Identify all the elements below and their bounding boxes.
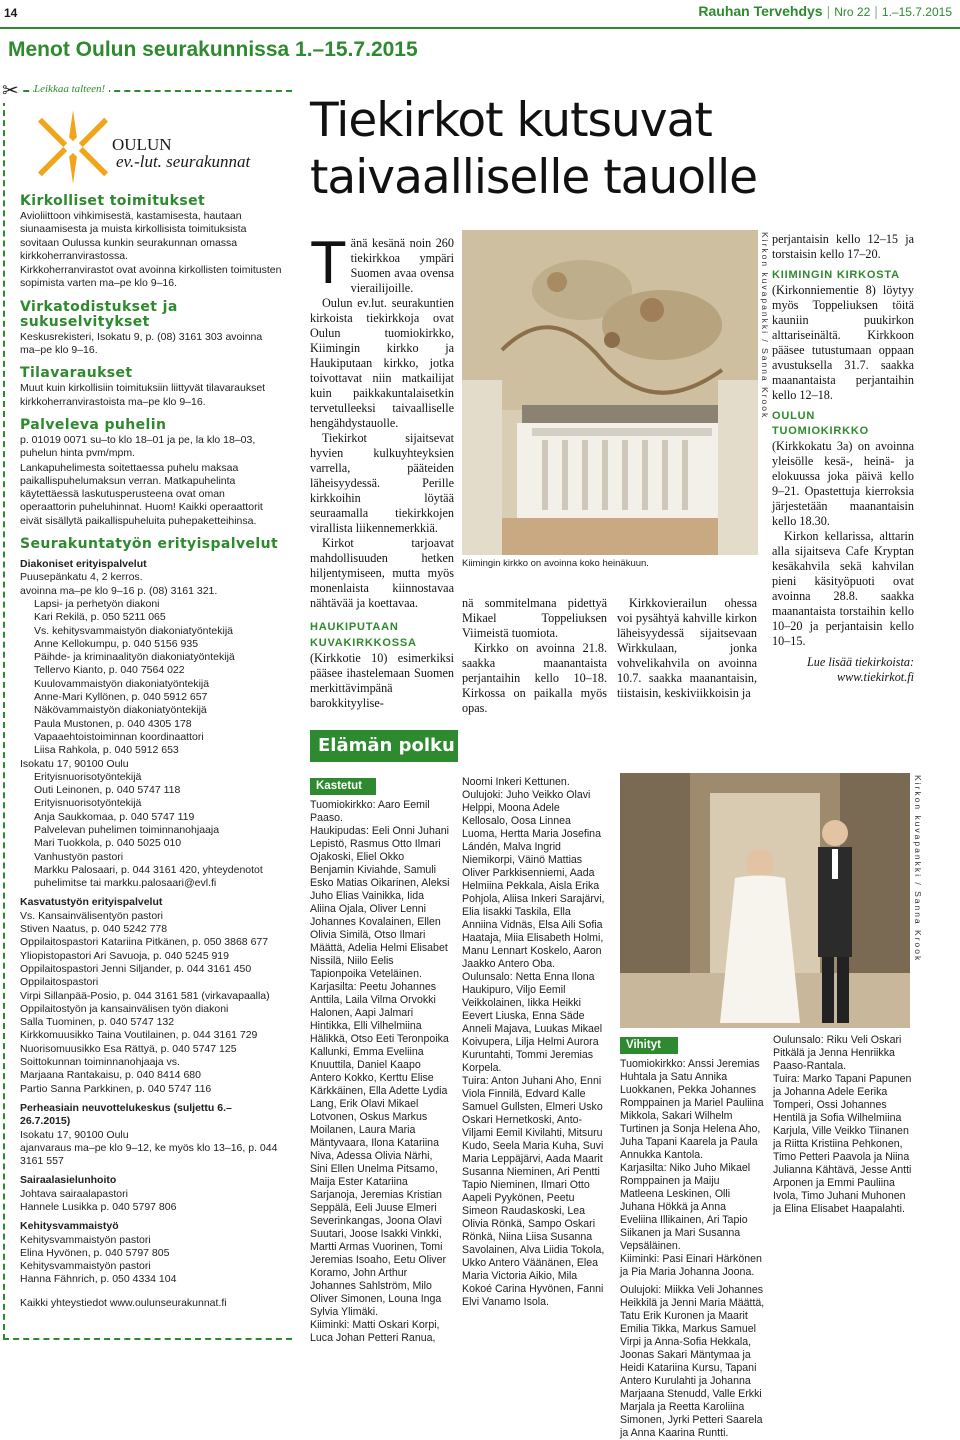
contact-line: Marjaana Rantakaisu, p. 040 8414 680 (20, 1069, 201, 1082)
contact-line: Palvelevan puhelimen toiminnanohjaaja (34, 823, 220, 836)
logo-text (112, 136, 250, 170)
article-paragraph: Kirkkovierailun ohessa voi pysähtyä kahville kirkon läheisyydessä sijaitsevaan Wirkkulaan, jonka vohvelikahvila on avoinna 10.7. saakka maanantaisin, tiistaisin, keskiviikkoisin ja (617, 596, 757, 700)
header-rule (0, 27, 960, 29)
contact-line: Hannele Lusikka p. 040 5797 806 (20, 1201, 177, 1213)
contact-line: Oppilaitospastori (20, 976, 99, 989)
subheading-kasvatustyo: Kasvatustyön erityispalvelut (20, 896, 163, 909)
contact-line: Lapsi- ja perhetyön diakoni (34, 597, 160, 610)
contact-line: Outi Leinonen, p. 040 5747 118 (34, 784, 181, 797)
contact-line: Näkövammaistyön diakoniatyöntekijä (34, 704, 207, 717)
entry: Haukipudas: Eeli Onni Juhani Lepistö, Rasmus Otto Ilmari Ojakoski, Eliel Okko Benjamin Kiviahde, Samuli Esko Matias Oikarinen, Aleksi Juho Elias Vainikka, Iida Aliina Ojala, Oliver Lenni Johannes Kovalainen, Ellen Olivia Similä, Otso Ilmari Määttä, Adelia Helmi Elisabet Nissilä, Niilo Eelis Tapionpoika Veteläinen. (310, 825, 450, 980)
contact-line: ajanvaraus ma–pe klo 9–12, ke myös klo 13–16, p. 044 3161 557 (20, 1141, 278, 1168)
article-intro: änä kesänä noin 260 tiekirkkoa ympäri Suomen avaa ovensa vierailijoille. (350, 236, 454, 295)
text-kirkolliset-1: Avioliittoon vihkimisestä, kastamisesta, hautaan siunaamisesta ja muista kirkollisista toimituksista sovitaan Oulussa kunkin seurakunnan omassa kirkkoherranvirastossa. (20, 210, 247, 262)
contact-line: avoinna ma–pe klo 9–16 p. (08) 3161 321. (20, 584, 218, 597)
heading-kirkolliset: Kirkolliset toimitukset (20, 193, 206, 209)
church-interior-photo (462, 230, 758, 555)
contact-line: Virpi Sillanpää-Posio, p. 044 3161 581 (virkavapaalla) (20, 989, 270, 1002)
text-kirkolliset-2: Kirkkoherranvirastot ovat avoinna kirkollisten toimitusten sopimista varten ma–pe klo 9–16. (20, 264, 282, 290)
subheading-sairaala: Sairaalasielunhoito (20, 1174, 117, 1187)
contact-line: Kehitysvammaistyön pastori (20, 1233, 151, 1246)
article-paragraph: Kirkko on avoinna 21.8. saakka maanantaista perjantaihin kello 10–18. Kirkossa on paikalla myös opas. (462, 641, 607, 715)
article-paragraph: Kirkon kellarissa, alttarin alla sijaitseva Cafe Kryptan kesäkahvila sekä kahvilan pieni käsityöpuoti ovat avoinna 28.8. saakka maanantaista torstaihin kello 10–20 ja perjantaisin kello 10–15. (772, 529, 914, 648)
article-column-2 (462, 596, 607, 716)
left-column (20, 194, 282, 1310)
contact-line: Elina Hyvönen, p. 040 5797 805 (20, 1246, 170, 1259)
subheading-diakoniset: Diakoniset erityispalvelut (20, 558, 147, 571)
contacts-footer: Kaikki yhteystiedot www.oulunseurakunnat.fi (20, 1296, 227, 1309)
contact-line: Liisa Rahkola, p. 040 5912 653 (34, 744, 179, 757)
paper-name: Rauhan Tervehdys (698, 3, 823, 19)
wedding-photo (620, 773, 910, 1028)
contact-line: Anne Kellokumpu, p. 040 5156 935 (34, 637, 199, 650)
article-paragraph: (Kirkkokatu 3a) on avoinna yleisölle kesä-, heinä- ja elokuussa joka päivä kello 9–21. Opastettuja kierroksia järjestetään maanantaisin kello 18.30. (772, 439, 914, 528)
contact-line: Soittokunnan toiminnanohjaaja vs. (20, 1056, 180, 1069)
article-paragraph: Tiekirkot sijaitsevat hyvien kulkuyhteyksien varrella, pääteiden läheisyydessä. Perille kirkkoihin löytää seuraamalla tiekirkkojen virallista liikennemerkkiä. (310, 431, 454, 535)
contact-line: Johtava sairaalapastori (20, 1187, 128, 1200)
article-column-1 (310, 229, 454, 711)
vihityt-column-1 (620, 1037, 765, 1279)
contact-line: Isokatu 17, 90100 Oulu (20, 757, 129, 770)
entry: Tuomiokirkko: Anssi Jeremias Huhtala ja Satu Annika Luokkanen, Pekka Johannes Romppainen ja Mariel Pauliina Mikkola, Sakari Wilhelm Turtinen ja Sonja Helena Aho, Juha Tapani Kaarela ja Paula Annukka Kantola. (620, 1058, 764, 1161)
contact-line: Partio Sanna Parkkinen, p. 040 5747 116 (20, 1082, 212, 1095)
article-headline: Tiekirkot kutsuvat taivaalliselle tauolle (310, 93, 758, 205)
entry: Tuira: Anton Juhani Aho, Enni Viola Finnilä, Edvard Kalle Samuel Gullsten, Elmeri Usko Oskari Hernetkoski, Anto-Viljami Eemil Kivilahti, Mitsuru Kudo, Seela Maria Kuha, Suvi Maria Leppäjärvi, Aada Maarit Susanna Nieminen, Ari Pentti Tapio Nieminen, Ilmari Otto Aapeli Pyykönen, Peetu Simeon Raudaskoski, Lea Olivia Rönkä, Sampo Oskari Rönkä, Niina Liisa Susanna Savolainen, Alva Liidia Tokola, Ukko Antero Väänänen, Elea Maria Victoria Aikio, Mila Kokoé Carina Hyvönen, Fanni Elvi Vanamo Isola. (462, 1075, 605, 1308)
contact-line: Vs. kehitysvammaistyön diakoniatyöntekijä (34, 624, 234, 637)
entry: Oulujoki: Miikka Veli Johannes Heikkilä ja Jenni Maria Määttä, Tatu Erik Kuronen ja Maarit Emilia Tikka, Markus Samuel Virpi ja Anna-Sofia Hekkala, Joonas Sakari Mäntymaa ja Heidi Katariina Kursu, Tapani Antero Kurulahti ja Johanna Marjaana Stenudd, Valle Erkki Marjala ja Reetta Karoliina Simonen, Jyrki Petteri Saarela ja Anna Kaarina Runtti. (620, 1284, 765, 1439)
entry: Oulujoki: Juho Veikko Olavi Helppi, Moona Adele Kellosalo, Oosa Linnea Luoma, Hertta Maria Josefina Lándén, Malva Ingrid Niemikorpi, Väinö Mattias Oliver Parkkisenniemi, Aada Helmiina Pekkala, Aisla Erika Pohjola, Aliisa Inkeri Sarajärvi, Elia Iisakki Taskila, Ella Anniina Vidnäs, Elsa Aili Sofia Haataja, Miia Elisabeth Holmi, Manu Lennart Koskelo, Aaron Jaakko Antero Oba. (462, 789, 605, 970)
entry: Karjasilta: Niko Juho Mikael Romppainen ja Maiju Matleena Leskinen, Olli Juhana Hökkä ja Anna Eveliina Illikainen, Ari Tapio Siikanen ja Mari Susanna Vepsäläinen. (620, 1162, 751, 1252)
subheading-kehitysvammaistyo: Kehitysvammaistyö (20, 1220, 119, 1233)
logo-line1: OULUN (112, 135, 172, 154)
contact-line: Nuorisomuusikko Esa Rättyä, p. 040 5747 125 (20, 1042, 237, 1055)
text-puhelin-2: Lankapuhelimesta soitettaessa puhelu maksaa paikallispuhelumaksun verran. Matkapuhelinta käytettäessä laskutusperusteena ovat oman operaattorin puheluhinnat. Huom! Kaikki operaattorit eivät sisällytä paikallispuheluita puhepaketteihinsa. (20, 461, 263, 527)
contact-line: Oppilaitostyön ja kansainvälisen työn diakoni (20, 1002, 229, 1015)
issue-date: 1.–15.7.2015 (881, 5, 952, 19)
entry: Oulunsalo: Riku Veli Oskari Pitkälä ja Jenna Henriikka Paaso-Rantala. (773, 1034, 902, 1072)
contact-line: Erityisnuorisotyöntekijä (34, 797, 142, 810)
contact-line: Kehitysvammaistyön pastori (20, 1260, 151, 1273)
contact-line: Stiven Naatus, p. 040 5242 778 (20, 923, 168, 936)
read-more-label: Lue lisää tiekirkoista: (807, 655, 914, 669)
entry: Kiiminki: Pasi Einari Härkönen ja Pia Maria Johanna Joona. (620, 1253, 762, 1278)
issue-number: Nro 22 (834, 5, 871, 19)
church-photo-credit: Kirkon kuvapankki / Sanna Krook (760, 232, 770, 420)
contact-line: Salla Tuominen, p. 040 5747 132 (20, 1016, 175, 1029)
article-paragraph: perjantaisin kello 12–15 ja torstaisin kello 17–20. (772, 232, 914, 261)
kastetut-column-2 (462, 776, 607, 1309)
section-title: Menot Oulun seurakunnissa 1.–15.7.2015 (8, 38, 418, 61)
clip-note: Leikkaa talteen! (34, 83, 109, 95)
heading-palveleva-puhelin: Palveleva puhelin (20, 416, 167, 433)
entry: Kiiminki: Matti Oskari Korpi, Luca Johan Petteri Ranua, (310, 1319, 440, 1344)
page-number: 14 (4, 6, 18, 20)
contact-line: Vs. Kansainvälisentyön pastori (20, 909, 163, 922)
wedding-photo-credit: Kirkon kuvapankki / Sanna Krook (913, 775, 923, 963)
subhead-kiimingin: KIIMINGIN KIRKOSTA (772, 269, 900, 281)
parish-logo (34, 108, 112, 186)
contact-line: Paula Mustonen, p. 040 4305 178 (34, 717, 192, 730)
article-column-4 (772, 232, 914, 685)
contact-line: Vanhustyön pastori (34, 850, 124, 863)
text-puhelin-1: p. 01019 0071 su–to klo 18–01 ja pe, la klo 18–03, puhelun hinta pvm/mpm. (20, 433, 256, 460)
contact-line: Anne-Mari Kyllönen, p. 040 5912 657 (34, 691, 208, 704)
article-paragraph: nä sommitelmana pidettyä Mikael Toppeliuksen Viimeistä tuomiota. (462, 596, 607, 640)
entry: Noomi Inkeri Kettunen. (462, 776, 570, 788)
contact-line: Vapaaehtoistoiminnan koordinaattori (34, 730, 204, 743)
drop-cap: T (310, 229, 347, 296)
contact-line: Puusepänkatu 4, 2 kerros. (20, 571, 143, 584)
subheading-perheasiain: Perheasiain neuvottelukeskus (suljettu 6.–26.7.2015) (20, 1101, 232, 1128)
contact-line: Isokatu 17, 90100 Oulu (20, 1128, 129, 1141)
subhead-haukiputaan: HAUKIPUTAAN KUVAKIRKKOSSA (310, 621, 417, 649)
masthead: Rauhan Tervehdys | Nro 22 | 1.–15.7.2015 (698, 3, 952, 19)
logo-line2: ev.-lut. seurakunnat (116, 152, 251, 171)
read-more-link[interactable]: www.tiekirkot.fi (837, 670, 914, 684)
entry: Tuira: Marko Tapani Papunen ja Johanna Adele Eerika Tomperi, Ossi Johannes Hentilä ja Sofia Wilhelmiina Karjula, Ville Veikko Tiinanen ja Riitta Kristiina Pehkonen, Timo Petteri Paavola ja Niina Julianna Kähtävä, Jesse Antti Arponen ja Emmi Pauliina Ivola, Timo Juhani Muhonen ja Elina Elisabet Haapalahti. (773, 1073, 912, 1215)
kastetut-label: Kastetut (310, 778, 376, 795)
contact-line: Erityisnuorisotyöntekijä (34, 770, 142, 783)
text-virkatodistukset: Keskusrekisteri, Isokatu 9, p. (08) 3161 303 avoinna ma–pe klo 9–16. (20, 330, 263, 357)
article-paragraph: (Kirkkotie 10) esimerkiksi pääsee ihastelemaan Suomen merkittävimpänä barokkityylise- (310, 651, 454, 710)
contact-line: Päihde- ja kriminaalityön diakoniatyöntekijä (34, 651, 235, 664)
contact-line: Oppilaitospastori Jenni Siljander, p. 044 3161 450 (20, 962, 252, 975)
contact-line: Mari Tuokkola, p. 040 5025 010 (34, 837, 182, 850)
contact-line: Yliopistopastori Ari Savuoja, p. 040 5245 919 (20, 949, 229, 962)
contact-line: Oppilaitospastori Katariina Pitkänen, p. 050 3868 677 (20, 936, 269, 949)
contact-line: Kirkkomuusikko Taina Voutilainen, p. 044 3161 729 (20, 1029, 258, 1042)
contact-line: Anja Saukkomaa, p. 040 5747 119 (34, 810, 195, 823)
text-tilavaraukset: Muut kuin kirkollisiin toimituksiin liittyvät tilavaraukset kirkkoherranvirastoista ma–pe klo 9–16. (20, 382, 266, 408)
vihityt-column-2 (773, 1034, 913, 1216)
article-paragraph: Kirkot tarjoavat mahdollisuuden hetken hiljentymiseen, mutta myös monenlaista kiinnostavaa nähtävää ja koettavaa. (310, 536, 454, 610)
vihityt-label: Vihityt (620, 1037, 678, 1054)
article-paragraph: (Kirkonniementie 8) löytyy myös Toppeliuksen töitä kauniin puukirkon alttariseinältä. Kirkkoon pääsee tutustumaan oppaan avustuksella 31.7. saakka maanantaista perjantaihin kello 12–18. (772, 283, 914, 402)
subhead-tuomiokirkko: OULUN TUOMIOKIRKKO (772, 410, 869, 437)
vihityt-column-1b (620, 1284, 765, 1439)
contact-line: Kuulovammaistyön diakoniatyöntekijä (34, 677, 210, 690)
contact-line: Markku Palosaari, p. 044 3161 420, yhteydenotot puhelimitse tai markku.palosaari@evl.fi (34, 863, 263, 890)
entry: Karjasilta: Peetu Johannes Anttila, Laila Vilma Orvokki Halonen, Aapi Jalmari Hintikka, Elli Vilhelmiina Hälikkä, Otso Eeti Teronpoika Kallunki, Emma Eveliina Knuuttila, Daniel Kaapo Antero Kokko, Kerttu Elise Kärkkäinen, Ella Adette Lydia Lang, Erik Olavi Mikael Lotvonen, Oskus Markus Moilanen, Laura Maria Mäntyvaara, Ilona Katariina Niva, Adessa Olivia Närhi, Sini Ellen Unelma Pitsamo, Maija Ester Katariina Sarjanoja, Jeremias Kristian Seppälä, Eeli Juuse Elmeri Severinkangas, Joona Olavi Suutari, Joose Isakki Vinkki, Martti Armas Vuorinen, Tomi Jeremias Isoaho, Eetu Oliver Koramo, John Arthur Johannes Sahlström, Milo Oliver Simonen, Louna Inga Sylvia Ylimäki. (310, 981, 449, 1318)
heading-tilavaraukset: Tilavaraukset (20, 365, 133, 382)
heading-virkatodistukset: Virkatodistukset ja sukuselvitykset (20, 298, 178, 330)
scissors-icon: ✂ (2, 80, 19, 102)
entry: Oulunsalo: Netta Enna Ilona Haukipuro, Viljo Eemil Veikkolainen, Iikka Heikki Eevert Liuska, Enna Säde Anneli Majava, Luukas Mikael Koivupera, Lilja Helmi Aurora Kuruntahti, Tommi Jeremias Korpela. (462, 971, 603, 1074)
church-photo-caption: Kiimingin kirkko on avoinna koko heinäkuun. (462, 558, 649, 569)
contact-line: Kari Rekilä, p. 050 5211 065 (34, 611, 166, 624)
contact-line: Tellervo Kianto, p. 040 7564 022 (34, 664, 185, 677)
kastetut-column-1 (310, 778, 450, 1345)
elaman-polku-banner: Elämän polku (310, 730, 458, 762)
article-paragraph: Oulun ev.lut. seurakuntien kirkoista tiekirkkoja ovat Oulun tuomiokirkko, Kiimingin kirkko ja Haukiputaan kirkko, jotka toivottavat niin matkailijat kuin paikkakuntalaisetkin tervetulleeksi taivaalliselle hengähdystauolle. (310, 296, 454, 430)
article-column-3 (617, 596, 757, 701)
heading-erityispalvelut: Seurakuntatyön erityispalvelut (20, 536, 279, 553)
entry: Tuomiokirkko: Aaro Eemil Paaso. (310, 799, 430, 824)
contact-line: Hanna Fähnrich, p. 050 4334 104 (20, 1273, 177, 1286)
